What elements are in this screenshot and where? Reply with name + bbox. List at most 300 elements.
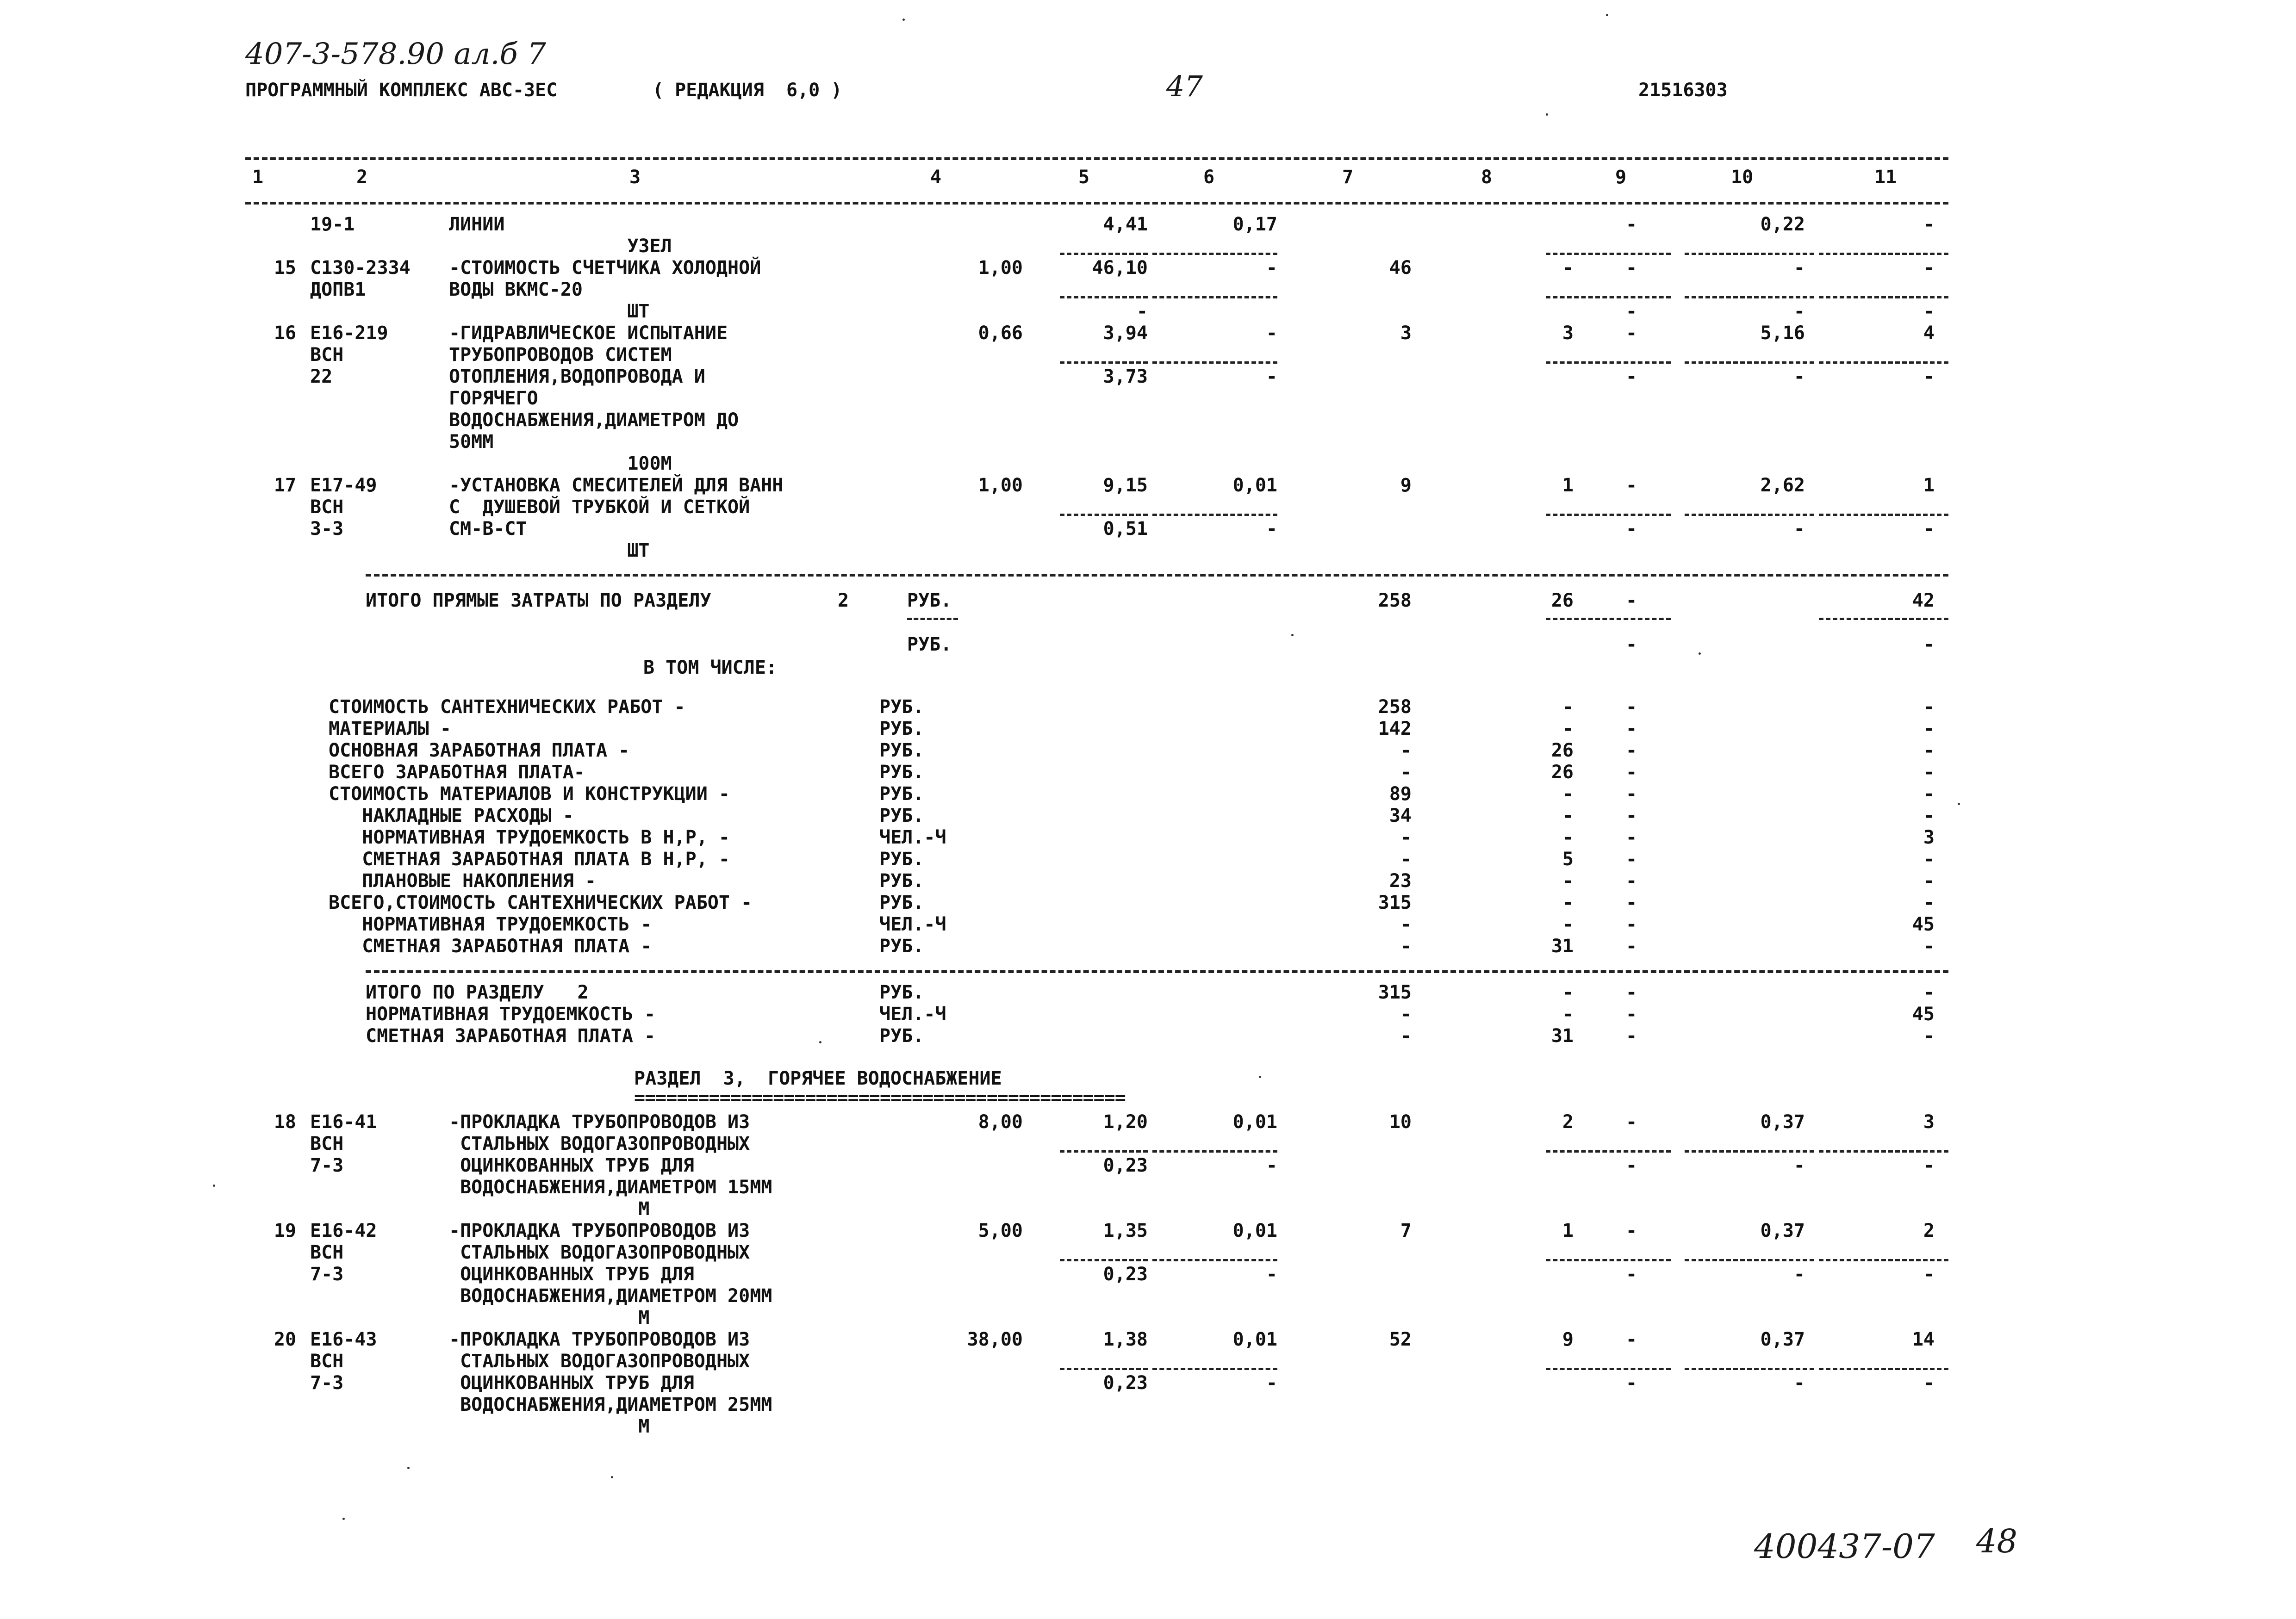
breakdown-col7: - bbox=[1400, 762, 1412, 783]
breakdown-col11: - bbox=[1923, 805, 1935, 826]
cell-col-8: 3 bbox=[1562, 323, 1574, 344]
cost-split-rule bbox=[1060, 1150, 1148, 1153]
cell-col-5: 0,23 bbox=[1103, 1264, 1148, 1285]
breakdown-col9: - bbox=[1625, 870, 1637, 892]
cell-col-10: 0,22 bbox=[1760, 214, 1805, 235]
breakdown-label: НАКЛАДНЫЕ РАСХОДЫ - bbox=[329, 805, 574, 826]
breakdown-label: СТОИМОСТЬ САНТЕХНИЧЕСКИХ РАБОТ - bbox=[329, 696, 685, 718]
breakdown-col11: - bbox=[1923, 718, 1935, 739]
breakdown-col9: - bbox=[1625, 827, 1637, 848]
section-total-col7: - bbox=[1400, 1004, 1412, 1025]
cell-col-5: 0,23 bbox=[1103, 1155, 1148, 1176]
column-header-8: 8 bbox=[1481, 167, 1493, 188]
breakdown-unit: РУБ. bbox=[879, 696, 924, 718]
cell-col-2: ДОПВ1 bbox=[310, 279, 366, 300]
cost-split-rule bbox=[1685, 1368, 1814, 1370]
section-3-title: РАЗДЕЛ 3, ГОРЯЧЕЕ ВОДОСНАБЖЕНИЕ bbox=[634, 1068, 1002, 1089]
cost-split-rule bbox=[1546, 514, 1671, 516]
scan-speck bbox=[1699, 652, 1701, 655]
cost-split-rule bbox=[1060, 514, 1148, 516]
section-total-unit: РУБ. bbox=[879, 1025, 924, 1047]
cell-col-8: 2 bbox=[1562, 1111, 1574, 1133]
column-header-9: 9 bbox=[1615, 167, 1627, 188]
cell-col-11: - bbox=[1923, 1155, 1935, 1176]
cell-col-10: 0,37 bbox=[1760, 1220, 1805, 1241]
cell-col-5: 1,20 bbox=[1103, 1111, 1148, 1133]
cell-col-3: ВОДОСНАБЖЕНИЯ,ДИАМЕТРОМ 20ММ bbox=[449, 1285, 772, 1307]
breakdown-col7: 258 bbox=[1378, 696, 1412, 718]
cell-col-9: - bbox=[1625, 323, 1637, 344]
cell-col-6: - bbox=[1266, 257, 1277, 279]
scan-speck bbox=[342, 1518, 345, 1520]
cell-col-2: ВСН bbox=[310, 344, 344, 366]
cost-split-rule bbox=[1685, 361, 1814, 364]
cell-col-8: 1 bbox=[1562, 475, 1574, 496]
cell-col-11: - bbox=[1923, 518, 1935, 540]
section-total-col8: - bbox=[1562, 982, 1574, 1003]
cell-col-11: - bbox=[1923, 257, 1935, 279]
cell-col-10: - bbox=[1793, 257, 1805, 279]
cell-col-3: ШТ bbox=[449, 540, 650, 561]
cell-col-6: - bbox=[1266, 1155, 1277, 1176]
section-total-label: СМЕТНАЯ ЗАРАБОТНАЯ ПЛАТА - bbox=[366, 1025, 656, 1047]
cell-col-9: - bbox=[1625, 301, 1637, 322]
breakdown-unit: РУБ. bbox=[879, 892, 924, 913]
cell-col-2: Е16-41 bbox=[310, 1111, 377, 1133]
cell-col-2: 19-1 bbox=[310, 214, 355, 235]
breakdown-label: СМЕТНАЯ ЗАРАБОТНАЯ ПЛАТА - bbox=[329, 936, 652, 957]
cell-col-9: - bbox=[1625, 1155, 1637, 1176]
breakdown-col7: - bbox=[1400, 914, 1412, 935]
cell-col-9: - bbox=[1625, 1329, 1637, 1350]
cell-col-9: - bbox=[1625, 518, 1637, 540]
cell-col-8: 9 bbox=[1562, 1329, 1574, 1350]
totals-col8: 26 bbox=[1551, 590, 1574, 611]
cost-split-rule bbox=[1152, 296, 1277, 298]
breakdown-unit: РУБ. bbox=[879, 740, 924, 761]
cell-col-1: 15 bbox=[274, 257, 296, 279]
section-total-col11: - bbox=[1923, 1025, 1935, 1047]
breakdown-col9: - bbox=[1625, 849, 1637, 870]
cell-col-3: С ДУШЕВОЙ ТРУБКОЙ И СЕТКОЙ bbox=[449, 496, 750, 518]
cost-split-rule bbox=[1060, 1259, 1148, 1261]
breakdown-unit: РУБ. bbox=[879, 762, 924, 783]
code-number: 21516303 bbox=[1638, 80, 1728, 101]
cost-split-rule bbox=[1152, 361, 1277, 364]
column-header-6: 6 bbox=[1203, 167, 1215, 188]
cell-col-6: 0,01 bbox=[1232, 475, 1277, 496]
breakdown-col8: 26 bbox=[1551, 740, 1574, 761]
breakdown-col9: - bbox=[1625, 740, 1637, 761]
cell-col-1: 16 bbox=[274, 323, 296, 344]
column-header-3: 3 bbox=[629, 167, 641, 188]
cell-col-4: 5,00 bbox=[978, 1220, 1023, 1241]
totals-col7: 258 bbox=[1378, 590, 1412, 611]
cell-col-2: ВСН bbox=[310, 1133, 344, 1154]
cell-col-11: 1 bbox=[1923, 475, 1935, 496]
totals-unit-2: РУБ. bbox=[907, 634, 952, 655]
cell-col-2: Е17-49 bbox=[310, 475, 377, 496]
cell-col-4: 8,00 bbox=[978, 1111, 1023, 1133]
section-total-col8: 31 bbox=[1551, 1025, 1574, 1047]
breakdown-unit: РУБ. bbox=[879, 870, 924, 892]
cell-col-5: 46,10 bbox=[1092, 257, 1148, 279]
cell-col-2: 7-3 bbox=[310, 1264, 344, 1285]
cell-col-10: - bbox=[1793, 1155, 1805, 1176]
cell-col-5: 9,15 bbox=[1103, 475, 1148, 496]
cell-col-3: ГОРЯЧЕГО bbox=[449, 388, 538, 409]
cell-col-3: СМ-В-СТ bbox=[449, 518, 527, 540]
breakdown-col7: 23 bbox=[1389, 870, 1412, 892]
cell-col-6: - bbox=[1266, 323, 1277, 344]
breakdown-col8: - bbox=[1562, 718, 1574, 739]
cost-split-rule bbox=[1546, 253, 1671, 255]
cell-col-9: - bbox=[1625, 1111, 1637, 1133]
cell-col-9: - bbox=[1625, 1372, 1637, 1394]
cost-split-rule bbox=[1060, 1368, 1148, 1370]
cell-col-2: 7-3 bbox=[310, 1155, 344, 1176]
cell-col-1: 20 bbox=[274, 1329, 296, 1350]
program-edition: ( РЕДАКЦИЯ 6,0 ) bbox=[653, 80, 842, 101]
section-total-col8: - bbox=[1562, 1004, 1574, 1025]
cell-col-9: - bbox=[1625, 257, 1637, 279]
cell-col-10: 0,37 bbox=[1760, 1111, 1805, 1133]
breakdown-label: НОРМАТИВНАЯ ТРУДОЕМКОСТЬ - bbox=[329, 914, 652, 935]
cell-col-3: ЛИНИИ bbox=[449, 214, 505, 235]
column-header-10: 10 bbox=[1731, 167, 1754, 188]
cell-col-7: 3 bbox=[1400, 323, 1412, 344]
breakdown-col9: - bbox=[1625, 892, 1637, 913]
breakdown-col9: - bbox=[1625, 936, 1637, 957]
breakdown-col9: - bbox=[1625, 762, 1637, 783]
column-header-7: 7 bbox=[1342, 167, 1354, 188]
cost-split-rule bbox=[1685, 514, 1814, 516]
breakdown-col8: - bbox=[1562, 914, 1574, 935]
cell-col-6: - bbox=[1266, 366, 1277, 387]
breakdown-col7: - bbox=[1400, 849, 1412, 870]
cell-col-6: - bbox=[1266, 1372, 1277, 1394]
cell-col-3: ОЦИНКОВАННЫХ ТРУБ ДЛЯ bbox=[449, 1372, 694, 1394]
breakdown-col7: - bbox=[1400, 936, 1412, 957]
cell-col-5: 4,41 bbox=[1103, 214, 1148, 235]
cost-split-rule bbox=[1819, 296, 1948, 298]
breakdown-col8: - bbox=[1562, 827, 1574, 848]
cell-col-3: -ПРОКЛАДКА ТРУБОПРОВОДОВ ИЗ bbox=[449, 1111, 750, 1133]
handwritten-archive-code: 400437-07 bbox=[1754, 1527, 1935, 1566]
breakdown-col7: - bbox=[1400, 740, 1412, 761]
cell-col-4: 0,66 bbox=[978, 323, 1023, 344]
breakdown-col11: - bbox=[1923, 936, 1935, 957]
cost-split-rule bbox=[1152, 253, 1277, 255]
cell-col-6: - bbox=[1266, 1264, 1277, 1285]
cell-col-4: 1,00 bbox=[978, 257, 1023, 279]
including-label: В ТОМ ЧИСЛЕ: bbox=[643, 657, 777, 678]
section-total-col9: - bbox=[1625, 1004, 1637, 1025]
cost-split-rule bbox=[1546, 1150, 1671, 1153]
cell-col-11: - bbox=[1923, 1264, 1935, 1285]
totals-unit: РУБ. bbox=[907, 590, 952, 611]
cell-col-3: М bbox=[449, 1307, 650, 1328]
cell-col-11: 3 bbox=[1923, 1111, 1935, 1133]
cell-col-2: С130-2334 bbox=[310, 257, 411, 279]
breakdown-col8: - bbox=[1562, 696, 1574, 718]
section-total-unit: ЧЕЛ.-Ч bbox=[879, 1004, 946, 1025]
scan-speck bbox=[1606, 14, 1608, 16]
cell-col-3: ОЦИНКОВАННЫХ ТРУБ ДЛЯ bbox=[449, 1155, 694, 1176]
cost-split-rule bbox=[1060, 296, 1148, 298]
cell-col-3: ВОДЫ ВКМС-20 bbox=[449, 279, 583, 300]
cost-split-rule bbox=[1546, 296, 1671, 298]
column-header-11: 11 bbox=[1874, 167, 1897, 188]
cost-split-rule bbox=[1152, 1368, 1277, 1370]
cell-col-3: -УСТАНОВКА СМЕСИТЕЛЕЙ ДЛЯ ВАНН bbox=[449, 475, 784, 496]
section-total-col7: - bbox=[1400, 1025, 1412, 1047]
breakdown-unit: РУБ. bbox=[879, 718, 924, 739]
cell-col-11: 4 bbox=[1923, 323, 1935, 344]
cell-col-2: Е16-219 bbox=[310, 323, 388, 344]
section-total-label: НОРМАТИВНАЯ ТРУДОЕМКОСТЬ - bbox=[366, 1004, 656, 1025]
scan-speck bbox=[819, 1041, 821, 1043]
breakdown-label: СТОИМОСТЬ МАТЕРИАЛОВ И КОНСТРУКЦИИ - bbox=[329, 783, 730, 805]
section-3-underline: ============================================== bbox=[634, 1087, 1126, 1109]
totals-col9: - bbox=[1625, 590, 1637, 611]
breakdown-label: СМЕТНАЯ ЗАРАБОТНАЯ ПЛАТА В Н,Р, - bbox=[329, 849, 730, 870]
breakdown-col8: - bbox=[1562, 783, 1574, 805]
cell-col-6: 0,01 bbox=[1232, 1220, 1277, 1241]
cell-col-6: 0,17 bbox=[1232, 214, 1277, 235]
breakdown-label: ОСНОВНАЯ ЗАРАБОТНАЯ ПЛАТА - bbox=[329, 740, 630, 761]
breakdown-col8: - bbox=[1562, 892, 1574, 913]
cost-split-rule bbox=[1152, 1259, 1277, 1261]
breakdown-col7: 315 bbox=[1378, 892, 1412, 913]
cell-col-5: 1,38 bbox=[1103, 1329, 1148, 1350]
scan-speck bbox=[1958, 803, 1960, 805]
cell-col-3: ТРУБОПРОВОДОВ СИСТЕМ bbox=[449, 344, 672, 366]
breakdown-col8: 31 bbox=[1551, 936, 1574, 957]
cell-col-5: - bbox=[1136, 301, 1148, 322]
cell-col-11: - bbox=[1923, 214, 1935, 235]
breakdown-col11: 45 bbox=[1912, 914, 1935, 935]
section-total-label: ИТОГО ПО РАЗДЕЛУ 2 bbox=[366, 982, 589, 1003]
cell-col-3: -ПРОКЛАДКА ТРУБОПРОВОДОВ ИЗ bbox=[449, 1220, 750, 1241]
breakdown-col11: - bbox=[1923, 870, 1935, 892]
breakdown-col11: - bbox=[1923, 762, 1935, 783]
scan-speck bbox=[407, 1467, 410, 1469]
cell-col-4: 1,00 bbox=[978, 475, 1023, 496]
totals-section-number: 2 bbox=[838, 590, 849, 611]
breakdown-unit: РУБ. bbox=[879, 936, 924, 957]
cell-col-3: ОЦИНКОВАННЫХ ТРУБ ДЛЯ bbox=[449, 1264, 694, 1285]
cell-col-4: 38,00 bbox=[967, 1329, 1023, 1350]
cell-col-3: СТАЛЬНЫХ ВОДОГАЗОПРОВОДНЫХ bbox=[449, 1351, 750, 1372]
table-header-rule bbox=[245, 202, 1948, 205]
cell-col-3: ОТОПЛЕНИЯ,ВОДОПРОВОДА И bbox=[449, 366, 705, 387]
section-total-col11: 45 bbox=[1912, 1004, 1935, 1025]
cell-col-9: - bbox=[1625, 214, 1637, 235]
cell-col-3: ШТ bbox=[449, 301, 650, 322]
cell-col-2: ВСН bbox=[310, 1242, 344, 1263]
totals-label: ИТОГО ПРЯМЫЕ ЗАТРАТЫ ПО РАЗДЕЛУ bbox=[366, 590, 711, 611]
cost-split-rule bbox=[1685, 296, 1814, 298]
cost-split-rule bbox=[1060, 253, 1148, 255]
cell-col-2: 3-3 bbox=[310, 518, 344, 540]
breakdown-col11: - bbox=[1923, 740, 1935, 761]
program-title: ПРОГРАММНЫЙ КОМПЛЕКС АВС-ЗЕС bbox=[245, 80, 558, 101]
cell-col-11: - bbox=[1923, 1372, 1935, 1394]
cell-col-10: - bbox=[1793, 1372, 1805, 1394]
cell-col-7: 9 bbox=[1400, 475, 1412, 496]
breakdown-col7: - bbox=[1400, 827, 1412, 848]
cell-col-6: 0,01 bbox=[1232, 1329, 1277, 1350]
cell-col-5: 1,35 bbox=[1103, 1220, 1148, 1241]
cell-col-3: М bbox=[449, 1416, 650, 1437]
breakdown-label: ВСЕГО ЗАРАБОТНАЯ ПЛАТА- bbox=[329, 762, 585, 783]
cell-col-5: 0,23 bbox=[1103, 1372, 1148, 1394]
cell-col-2: Е16-43 bbox=[310, 1329, 377, 1350]
cell-col-8: - bbox=[1562, 257, 1574, 279]
breakdown-col7: 89 bbox=[1389, 783, 1412, 805]
breakdown-label: ПЛАНОВЫЕ НАКОПЛЕНИЯ - bbox=[329, 870, 596, 892]
cell-col-7: 46 bbox=[1389, 257, 1412, 279]
cost-split-rule bbox=[1819, 514, 1948, 516]
breakdown-col9: - bbox=[1625, 914, 1637, 935]
cell-col-10: - bbox=[1793, 366, 1805, 387]
cell-col-1: 19 bbox=[274, 1220, 296, 1241]
cell-col-3: УЗЕЛ bbox=[449, 236, 672, 257]
cell-col-10: - bbox=[1793, 1264, 1805, 1285]
breakdown-unit: РУБ. bbox=[879, 783, 924, 805]
totals-col11-b: - bbox=[1923, 634, 1935, 655]
cell-col-3: ВОДОСНАБЖЕНИЯ,ДИАМЕТРОМ 25ММ bbox=[449, 1394, 772, 1415]
breakdown-col7: 34 bbox=[1389, 805, 1412, 826]
breakdown-label: МАТЕРИАЛЫ - bbox=[329, 718, 451, 739]
cell-col-2: ВСН bbox=[310, 1351, 344, 1372]
cell-col-5: 0,51 bbox=[1103, 518, 1148, 540]
cell-col-5: 3,73 bbox=[1103, 366, 1148, 387]
cell-col-11: - bbox=[1923, 301, 1935, 322]
cell-col-5: 3,94 bbox=[1103, 323, 1148, 344]
cell-col-3: -СТОИМОСТЬ СЧЕТЧИКА ХОЛОДНОЙ bbox=[449, 257, 761, 279]
cell-col-3: СТАЛЬНЫХ ВОДОГАЗОПРОВОДНЫХ bbox=[449, 1133, 750, 1154]
breakdown-col11: - bbox=[1923, 892, 1935, 913]
cell-col-1: 17 bbox=[274, 475, 296, 496]
section-total-col9: - bbox=[1625, 982, 1637, 1003]
cell-col-2: ВСН bbox=[310, 496, 344, 518]
scan-speck bbox=[1546, 113, 1548, 116]
breakdown-col9: - bbox=[1625, 718, 1637, 739]
cost-split-rule bbox=[1819, 1368, 1948, 1370]
cell-col-7: 7 bbox=[1400, 1220, 1412, 1241]
cell-col-8: 1 bbox=[1562, 1220, 1574, 1241]
cell-col-3: 50ММ bbox=[449, 431, 494, 453]
breakdown-unit: РУБ. bbox=[879, 805, 924, 826]
cost-split-rule bbox=[1546, 361, 1671, 364]
section-total-col9: - bbox=[1625, 1025, 1637, 1047]
breakdown-col8: - bbox=[1562, 870, 1574, 892]
breakdown-col9: - bbox=[1625, 783, 1637, 805]
scan-speck bbox=[1291, 634, 1294, 636]
handwritten-page-number: 48 bbox=[1976, 1522, 2018, 1560]
breakdown-col7: 142 bbox=[1378, 718, 1412, 739]
cell-col-9: - bbox=[1625, 1264, 1637, 1285]
column-header-4: 4 bbox=[930, 167, 942, 188]
cost-split-rule bbox=[1685, 1150, 1814, 1153]
breakdown-col8: 5 bbox=[1562, 849, 1574, 870]
section-totals-rule bbox=[366, 970, 1948, 973]
cost-split-rule bbox=[1819, 361, 1948, 364]
cell-col-1: 18 bbox=[274, 1111, 296, 1133]
section-total-unit: РУБ. bbox=[879, 982, 924, 1003]
cell-col-3: ВОДОСНАБЖЕНИЯ,ДИАМЕТРОМ 15ММ bbox=[449, 1177, 772, 1198]
cost-split-rule bbox=[1819, 253, 1948, 255]
cell-col-2: Е16-42 bbox=[310, 1220, 377, 1241]
cell-col-3: 100М bbox=[449, 453, 672, 474]
cell-col-10: 5,16 bbox=[1760, 323, 1805, 344]
breakdown-label: НОРМАТИВНАЯ ТРУДОЕМКОСТЬ В Н,Р, - bbox=[329, 827, 730, 848]
cost-split-rule bbox=[1685, 1259, 1814, 1261]
breakdown-col8: - bbox=[1562, 805, 1574, 826]
breakdown-col9: - bbox=[1625, 805, 1637, 826]
cell-col-3: СТАЛЬНЫХ ВОДОГАЗОПРОВОДНЫХ bbox=[449, 1242, 750, 1263]
cell-col-10: 2,62 bbox=[1760, 475, 1805, 496]
totals-col9-underline bbox=[1546, 618, 1671, 620]
breakdown-col9: - bbox=[1625, 696, 1637, 718]
cell-col-11: 2 bbox=[1923, 1220, 1935, 1241]
section-total-col7: 315 bbox=[1378, 982, 1412, 1003]
cell-col-6: - bbox=[1266, 518, 1277, 540]
handwritten-project-code: 407-3-578.90 ал.б 7 bbox=[245, 37, 546, 71]
cell-col-10: - bbox=[1793, 518, 1805, 540]
breakdown-col11: 3 bbox=[1923, 827, 1935, 848]
cell-col-10: - bbox=[1793, 301, 1805, 322]
breakdown-col8: 26 bbox=[1551, 762, 1574, 783]
breakdown-col11: - bbox=[1923, 783, 1935, 805]
scan-speck bbox=[611, 1476, 613, 1478]
scan-speck bbox=[213, 1185, 215, 1187]
cell-col-11: - bbox=[1923, 366, 1935, 387]
cell-col-6: 0,01 bbox=[1232, 1111, 1277, 1133]
cell-col-11: 14 bbox=[1912, 1329, 1935, 1350]
page-number: 47 bbox=[1166, 69, 1203, 103]
scan-speck bbox=[1259, 1076, 1261, 1078]
totals-col11: 42 bbox=[1912, 590, 1935, 611]
cell-col-10: 0,37 bbox=[1760, 1329, 1805, 1350]
unit-underline bbox=[907, 618, 958, 620]
cell-col-7: 10 bbox=[1389, 1111, 1412, 1133]
breakdown-unit: РУБ. bbox=[879, 849, 924, 870]
cell-col-3: М bbox=[449, 1198, 650, 1220]
cell-col-2: 22 bbox=[310, 366, 333, 387]
cell-col-3: ВОДОСНАБЖЕНИЯ,ДИАМЕТРОМ ДО bbox=[449, 409, 739, 431]
column-header-2: 2 bbox=[356, 167, 368, 188]
cost-split-rule bbox=[1546, 1259, 1671, 1261]
cell-col-9: - bbox=[1625, 475, 1637, 496]
cost-split-rule bbox=[1819, 1259, 1948, 1261]
totals-col11-underline bbox=[1819, 618, 1948, 620]
cost-split-rule bbox=[1819, 1150, 1948, 1153]
cell-col-3: -ГИДРАВЛИЧЕСКОЕ ИСПЫТАНИЕ bbox=[449, 323, 728, 344]
cell-col-2: 7-3 bbox=[310, 1372, 344, 1394]
cell-col-7: 52 bbox=[1389, 1329, 1412, 1350]
cell-col-9: - bbox=[1625, 366, 1637, 387]
scan-speck bbox=[902, 19, 905, 21]
totals-col9-b: - bbox=[1625, 634, 1637, 655]
breakdown-col11: - bbox=[1923, 849, 1935, 870]
section-total-col11: - bbox=[1923, 982, 1935, 1003]
totals-rule bbox=[366, 574, 1948, 577]
cell-col-9: - bbox=[1625, 1220, 1637, 1241]
table-top-rule bbox=[245, 157, 1948, 160]
